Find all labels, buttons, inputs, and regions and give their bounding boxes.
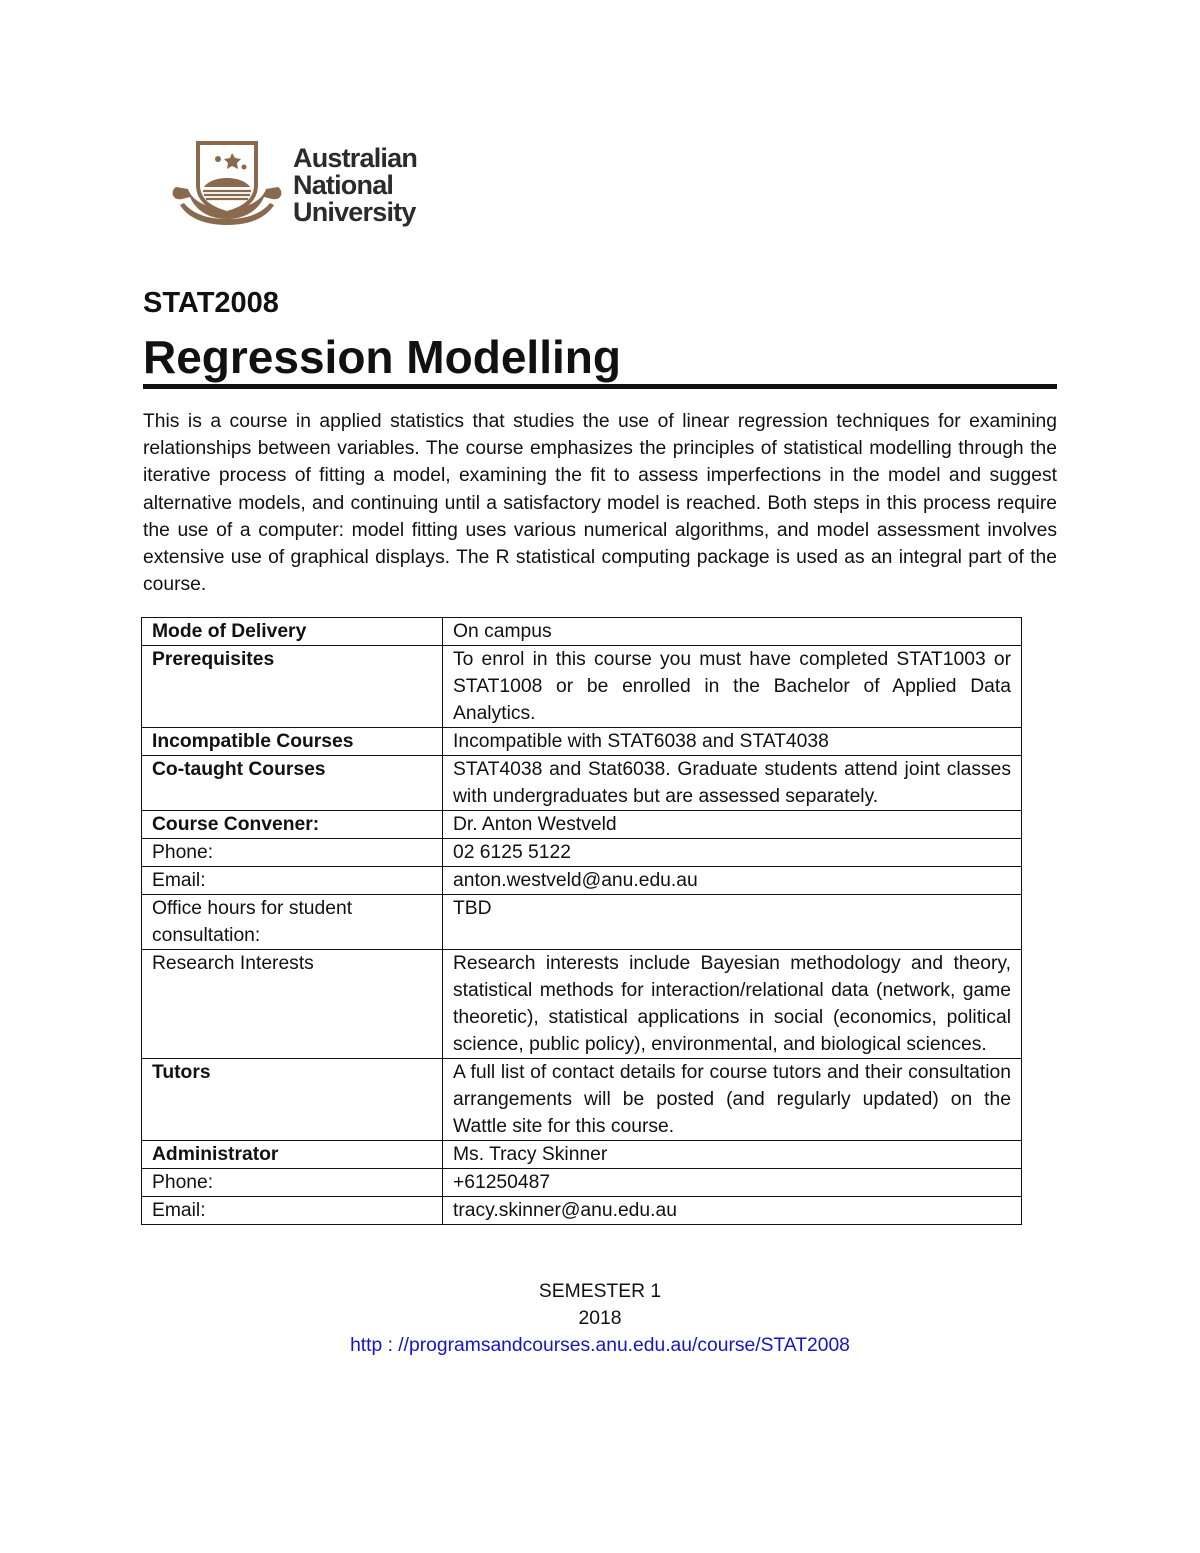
- table-row: [142, 618, 1022, 646]
- course-info-table: [141, 617, 1022, 1225]
- table-row: [142, 646, 1022, 728]
- row-value: To enrol in this course you must have completed STAT1003 or STAT1008 or be enrolled in the Bachelor of Applied Data Analytics.: [443, 646, 1022, 728]
- row-key: Phone:: [142, 839, 443, 867]
- table-row: [142, 867, 1022, 895]
- year-label: 2018: [578, 1308, 622, 1329]
- table-row: [142, 839, 1022, 867]
- table-row: [142, 950, 1022, 1059]
- row-value: 02 6125 5122: [443, 839, 1022, 867]
- row-value: tracy.skinner@anu.edu.au: [443, 1197, 1022, 1225]
- row-value: TBD: [443, 895, 1022, 950]
- table-row: [142, 1141, 1022, 1169]
- row-value: Research interests include Bayesian methodology and theory, statistical methods for interaction/relational data (network, game theoretic), statistical applications in social (economics, political science, public policy), environmental, and biological sciences.: [443, 950, 1022, 1059]
- semester-label: SEMESTER 1: [538, 1281, 662, 1302]
- row-key: Email:: [142, 867, 443, 895]
- table-row: [142, 728, 1022, 756]
- logo-line-australian: Australian: [293, 143, 418, 173]
- table-row: [142, 895, 1022, 950]
- row-key: Prerequisites: [142, 646, 443, 728]
- row-key: Phone:: [142, 1169, 443, 1197]
- row-value: STAT4038 and Stat6038. Graduate students attend joint classes with undergraduates but are assessed separately.: [443, 756, 1022, 811]
- row-value: +61250487: [443, 1169, 1022, 1197]
- table-row: [142, 1059, 1022, 1141]
- course-description: This is a course in applied statistics that studies the use of linear regression techniques for examining relationships between variables. The course emphasizes the principles of statistical modelling through the iterative process of fitting a model, examining the fit to assess imperfections in the model and suggest alternative models, and continuing until a satisfactory model is reached. Both steps in this process require the use of a computer: model fitting uses various numerical algorithms, and model assessment involves extensive use of graphical displays. The R statistical computing package is used as an integral part of the course.: [143, 411, 1057, 596]
- row-key: Mode of Delivery: [142, 618, 443, 646]
- row-key: Email:: [142, 1197, 443, 1225]
- logo-line-national: National: [293, 170, 394, 200]
- row-key: Research Interests: [142, 950, 443, 1059]
- row-value: On campus: [443, 618, 1022, 646]
- footer: [0, 1278, 1200, 1359]
- row-value: Dr. Anton Westveld: [443, 811, 1022, 839]
- logo-wordmark: [293, 145, 417, 226]
- row-value: anton.westveld@anu.edu.au: [443, 867, 1022, 895]
- row-value: A full list of contact details for course tutors and their consultation arrangements will be posted (and regularly updated) on the Wattle site for this course.: [443, 1059, 1022, 1141]
- row-key: Co-taught Courses: [142, 756, 443, 811]
- anu-logo: [170, 135, 440, 235]
- row-key: Incompatible Courses: [142, 728, 443, 756]
- row-key: Course Convener:: [142, 811, 443, 839]
- table-row: [142, 1169, 1022, 1197]
- logo-line-university: University: [293, 197, 416, 227]
- course-url-link[interactable]: http : //programsandcourses.anu.edu.au/course/STAT2008: [350, 1335, 850, 1356]
- course-code: STAT2008: [143, 287, 279, 319]
- row-key: Administrator: [142, 1141, 443, 1169]
- table-row: [142, 811, 1022, 839]
- row-value: Incompatible with STAT6038 and STAT4038: [443, 728, 1022, 756]
- course-title: Regression Modelling: [143, 330, 1057, 389]
- row-key: Tutors: [142, 1059, 443, 1141]
- table-row: [142, 756, 1022, 811]
- anu-crest-icon: [170, 135, 285, 235]
- table-row: [142, 1197, 1022, 1225]
- row-value: Ms. Tracy Skinner: [443, 1141, 1022, 1169]
- row-key: Office hours for student consultation:: [142, 895, 443, 950]
